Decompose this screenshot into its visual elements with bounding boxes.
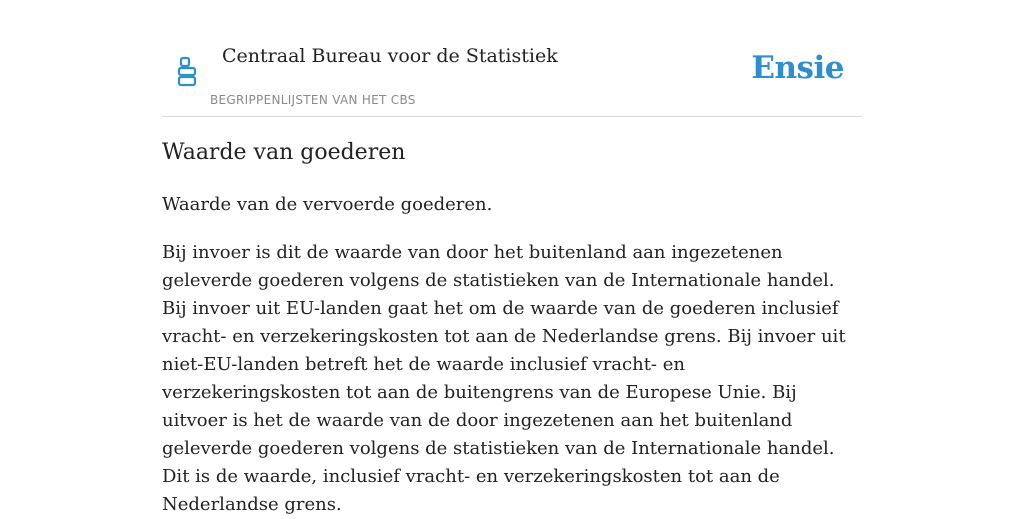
article-body: Bij invoer is dit de waarde van door het buitenland aan ingezetenen geleverde goederen volgens de statistieken van de Internationale handel. Bij invoer uit EU-landen gaat het om de waarde van de goederen inclusief vracht- en verzekeringskosten tot aan de Nederlandse grens. Bij invoer uit niet-EU-landen betreft het de waarde inclusief vracht- en verzekeringskosten tot aan de buitengrens van de Europese Unie. Bij uitvoer is het de waarde van de door ingezetenen aan het buitenland geleverde goederen volgens de statistieken van de Internationale handel. Dit is de waarde, inclusief vracht- en verzekeringskosten tot aan de Nederlandse grens. xyxy=(162,242,846,515)
brand-logo[interactable]: Ensie xyxy=(751,50,844,86)
page-title: Waarde van goederen xyxy=(162,140,406,165)
header-subtitle[interactable]: BEGRIPPENLIJSTEN VAN HET CBS xyxy=(210,93,416,107)
org-name[interactable]: Centraal Bureau voor de Statistiek xyxy=(222,45,558,67)
page-container xyxy=(162,0,862,515)
article-summary: Waarde van de vervoerde goederen. xyxy=(162,194,493,215)
site-header xyxy=(162,0,862,117)
cbs-logo-icon[interactable] xyxy=(176,56,198,88)
